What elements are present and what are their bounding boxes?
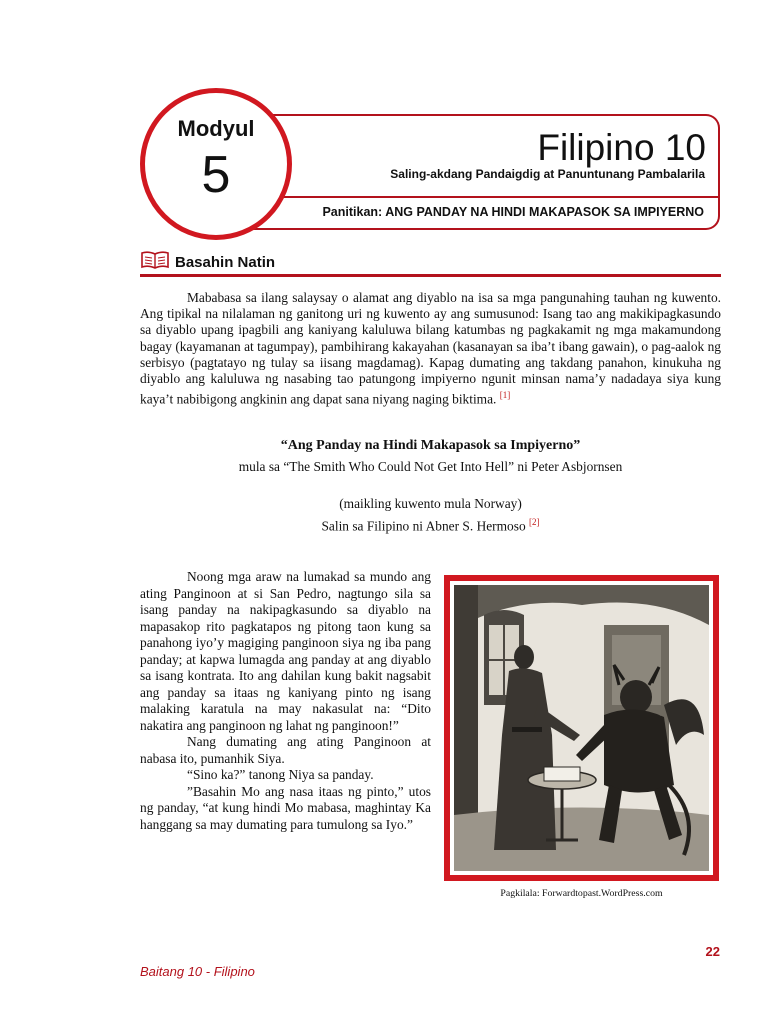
illustration-frame: [444, 575, 719, 881]
story-paragraph: Nang dumating ang ating Panginoon at nabasa ito, pumanhik Siya.: [140, 734, 431, 766]
engraving-image: [454, 585, 709, 871]
story-body: [140, 569, 431, 833]
intro-reference: [1]: [499, 390, 511, 401]
section-heading-label: Basahin Natin: [175, 253, 276, 271]
translator-reference: [2]: [529, 517, 540, 527]
module-number: 5: [201, 146, 231, 204]
intro-text: Mababasa sa ilang salaysay o alamat ang diyablo na isa sa mga pangunahing tauhan ng kuwento. Ang tipikal na nilalaman ng ganitong uri ng kuwento ay ang sumusunod: Isang tao ang makikipagkasundo sa diyablo upang ipagbili ang kaniyang kaluluwa bilang katumbas ng pagkakamit ng mga makamundong bagay (kayamanan at tagumpay), pambihirang kakayahan (kasanayan sa iba’t ibang gawain), o pag-aalok ng serbisyo (pagtatayo ng tulay sa iisang magdamag). Kapag dumating ang takdang panahon, kinukuha ng diyablo ang kaluluwa ng nasabing tao patungong impiyerno ngunit minsan nama’y nadadaya siya kung kaya’t nabibigong angkinin ang dapat sana niyang naging biktima.: [140, 290, 721, 407]
illustration: [450, 581, 713, 875]
section-heading: [140, 250, 275, 274]
header-divider: [265, 196, 718, 198]
module-label: Modyul: [177, 116, 255, 141]
page-subtitle: Saling-akdang Pandaigdig at Panuntunang Pambalarila: [390, 167, 705, 181]
story-title: “Ang Panday na Hindi Makapasok sa Impiyerno”: [280, 438, 581, 453]
module-badge: [140, 88, 292, 240]
page-number: 22: [705, 944, 720, 959]
open-book-icon: [140, 250, 170, 274]
story-translator-line: [140, 514, 721, 534]
panitikan-label: Panitikan: ANG PANDAY NA HINDI MAKAPASOK SA IMPIYERNO: [322, 205, 704, 219]
footer-label: Baitang 10 - Filipino: [140, 964, 255, 979]
page-title: Filipino 10: [537, 127, 706, 168]
story-paragraph: “Sino ka?” tanong Niya sa panday.: [187, 767, 374, 782]
illustration-caption: Pagkilala: Forwardtopast.WordPress.com: [500, 888, 663, 899]
story-paragraph: Noong mga araw na lumakad sa mundo ang ating Panginoon at si San Pedro, nagtungo sila sa isang panday na nakipagkasundo sa diyablo na mapasakop rito pagkatapos ng pitong taon kung sa panahong iyo’y magiging panginoon siya ng iba pang panday; at kapwa lumagda ang panday at ang diyablo sa isang kontrata. Ito ang dahilan kung bakit nagsabit ang panday sa itaas ng kaniyang pinto ng isang malaking karatula na may nakasulat na: “Dito nakatira ang panginoon ng lahat ng panginoon!”: [140, 569, 431, 733]
story-origin: (maikling kuwento mula Norway): [339, 496, 522, 511]
section-rule: [140, 274, 721, 277]
story-paragraph: ”Basahin Mo ang nasa itaas ng pinto,” utos ng panday, “at kung hindi Mo mabasa, maghintay Ka hanggang sa may dumating para tumulong sa Iyo.”: [140, 783, 431, 832]
intro-paragraph: [140, 290, 721, 408]
story-source: mula sa “The Smith Who Could Not Get Into Hell” ni Peter Asbjornsen: [238, 459, 623, 474]
story-translator: Salin sa Filipino ni Abner S. Hermoso: [321, 518, 526, 534]
